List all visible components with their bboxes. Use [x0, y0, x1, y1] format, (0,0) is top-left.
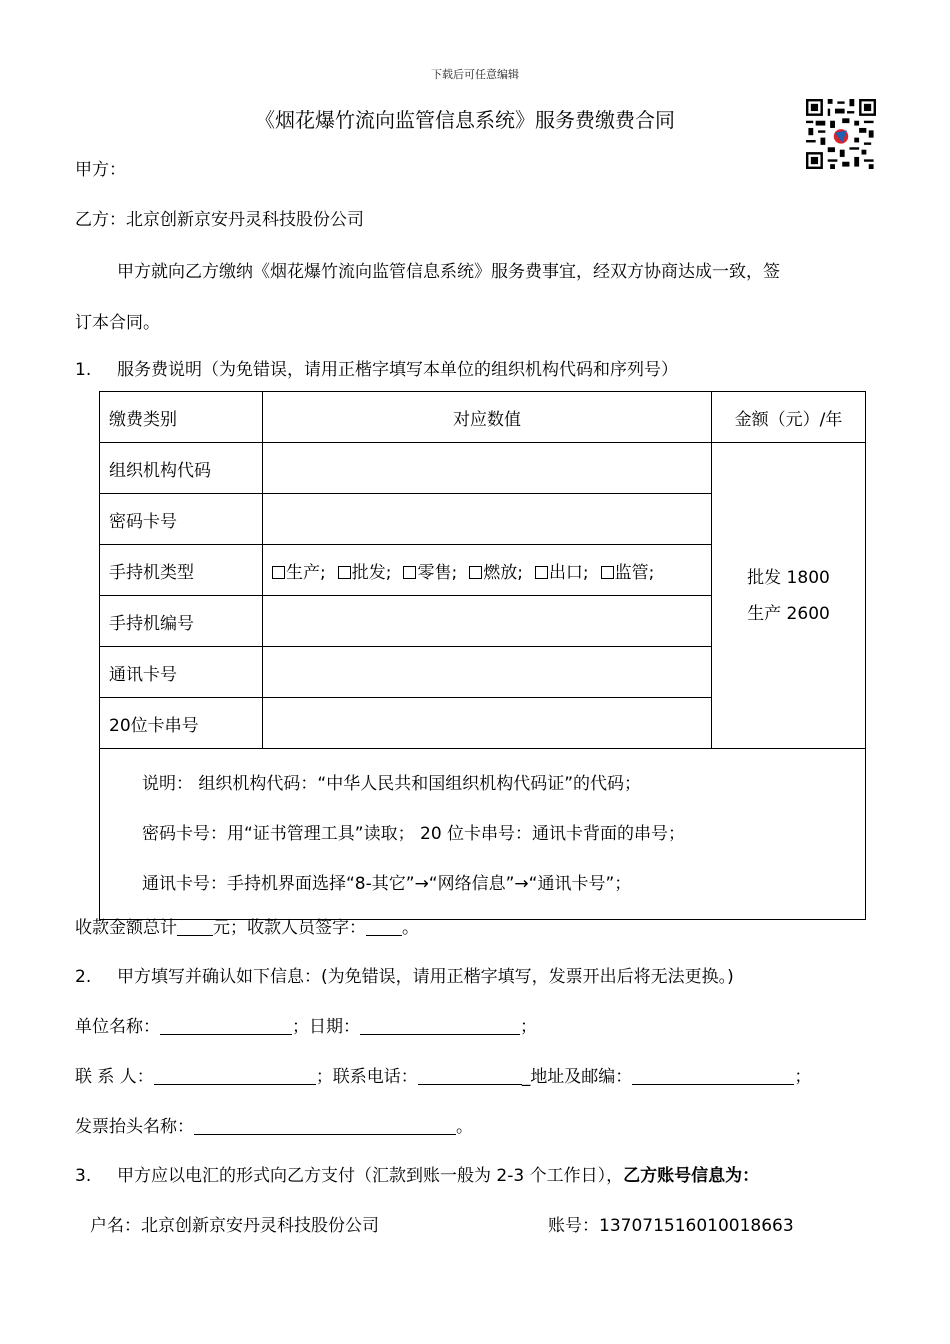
address-field[interactable] [632, 1068, 794, 1085]
header-category: 缴费类别 [100, 392, 263, 443]
section-1-number: 1. [75, 360, 92, 380]
device-number-field[interactable] [263, 596, 712, 647]
contact-field[interactable] [154, 1068, 316, 1085]
row-label: 手持机类型 [100, 545, 263, 596]
amount-cell [712, 443, 866, 749]
total-amount-blank[interactable] [177, 919, 213, 936]
checkbox-wholesale[interactable]: 批发; [338, 563, 398, 583]
account-number: 账号：137071516010018663 [548, 1216, 794, 1236]
header-amount: 金额（元）/年 [712, 392, 866, 443]
table-row [100, 443, 866, 494]
org-code-field[interactable] [263, 443, 712, 494]
party-b: 乙方：北京创新京安丹灵科技股份公司 [75, 210, 364, 230]
section-1-text: 服务费说明（为免错误，请用正楷字填写本单位的组织机构代码和序列号） [117, 360, 678, 380]
row-label: 20位卡串号 [100, 698, 263, 749]
unit-name-field[interactable] [160, 1018, 292, 1035]
party-a: 甲方： [75, 160, 126, 180]
device-type-options [263, 545, 712, 596]
section-2-heading: 2. 甲方填写并确认如下信息：(为免错误，请用正楷字填写，发票开出后将无法更换。) [75, 967, 734, 987]
note-line: 通讯卡号：手持机界面选择“8-其它”→“网络信息”→“通讯卡号”； [142, 874, 632, 894]
qr-code-icon [806, 99, 876, 169]
checkbox-supervision[interactable]: 监管; [601, 563, 661, 583]
section-3-heading: 3. 甲方应以电汇的形式向乙方支付（汇款到账一般为 2-3 个工作日），乙方账号信息为： [75, 1166, 760, 1186]
phone-field[interactable] [418, 1068, 522, 1085]
table-header-row [100, 392, 866, 443]
checkbox-retail[interactable]: 零售; [403, 563, 463, 583]
row-label: 密码卡号 [100, 494, 263, 545]
checkbox-production[interactable]: 生产; [272, 563, 332, 583]
intro-line-2: 订本合同。 [75, 313, 160, 333]
section-1-heading [75, 355, 678, 380]
page-title: 《烟花爆竹流向监管信息系统》服务费缴费合同 [255, 108, 675, 132]
row-label: 组织机构代码 [100, 443, 263, 494]
invoice-title-field[interactable] [194, 1118, 456, 1135]
total-line: 收款金额总计 元；收款人员签字： 。 [75, 918, 419, 938]
header-note: 下载后可任意编辑 [431, 68, 519, 81]
intro-line-1: 甲方就向乙方缴纳《烟花爆竹流向监管信息系统》服务费事宜，经双方协商达成一致，签 [117, 262, 780, 282]
contact-line: 联 系 人： ；联系电话： _地址及邮编： ； [75, 1067, 812, 1087]
amount-production: 生产 2600 [747, 603, 830, 624]
signature-blank[interactable] [366, 919, 402, 936]
header-value: 对应数值 [263, 392, 712, 443]
password-card-field[interactable] [263, 494, 712, 545]
note-line: 密码卡号：用“证书管理工具”读取； 20 位卡串号：通讯卡背面的串号； [142, 824, 686, 844]
table-notes-row [100, 749, 866, 920]
unit-date-line: 单位名称： ；日期： ； [75, 1017, 537, 1037]
amount-wholesale: 批发 1800 [747, 567, 830, 588]
card-serial-field[interactable] [263, 698, 712, 749]
fee-table [99, 391, 866, 920]
row-label: 手持机编号 [100, 596, 263, 647]
invoice-line: 发票抬头名称： 。 [75, 1117, 473, 1137]
date-field[interactable] [360, 1018, 520, 1035]
checkbox-fireworks[interactable]: 燃放; [469, 563, 529, 583]
note-line: 说明： 组织机构代码：“中华人民共和国组织机构代码证”的代码； [142, 774, 642, 794]
checkbox-export[interactable]: 出口; [535, 563, 595, 583]
row-label: 通讯卡号 [100, 647, 263, 698]
comm-card-field[interactable] [263, 647, 712, 698]
table-notes [100, 749, 866, 920]
account-name: 户名：北京创新京安丹灵科技股份公司 [90, 1216, 379, 1236]
